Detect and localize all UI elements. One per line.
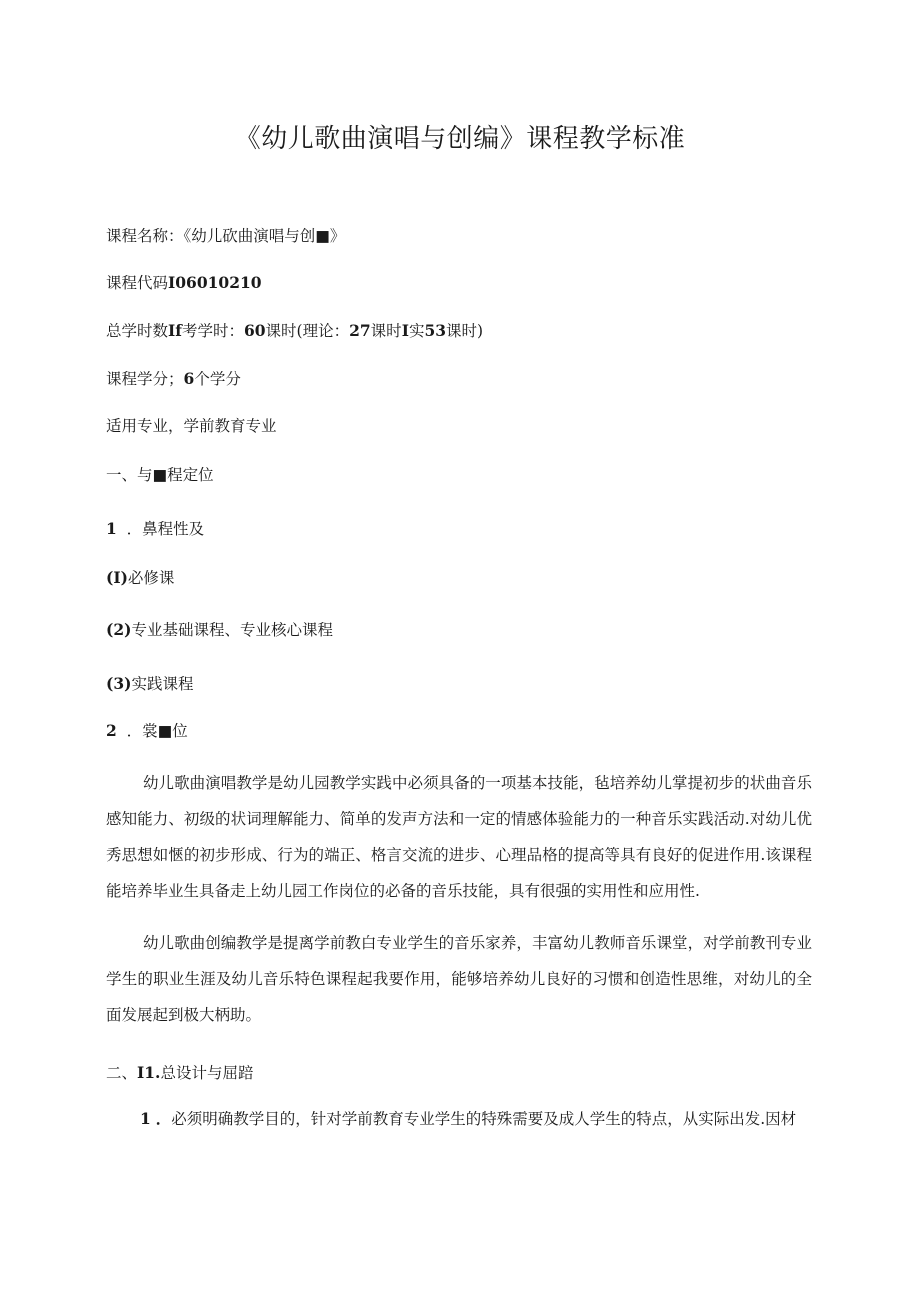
- hours-practice: 53: [424, 321, 447, 340]
- hours-after-3: 实: [408, 322, 425, 340]
- heading-text: 总设计与屈踣: [160, 1064, 254, 1082]
- section-2-item-1: [140, 1108, 796, 1130]
- section-1-heading: 一、与■程定位: [106, 466, 214, 484]
- credits-label: 课程学分；: [106, 370, 184, 388]
- hours-bold-1: If: [168, 321, 182, 340]
- sub-item-number: (I): [106, 568, 128, 587]
- item-text: ．裳■位: [126, 722, 188, 740]
- hours-bold-4: I: [401, 321, 409, 340]
- paragraph-singing: 幼儿歌曲演唱教学是幼儿园教学实践中必须具备的一项基本技能，毡培养幼儿掌提初步的状曲音乐感知能力、初级的状词理解能力、简单的发声方法和一定的情感体验能力的一种音乐实践活动.对幼儿优秀思想如愜的初步形成、行为的端正、格言交流的进步、心理品格的提高等具有良好的促进作用.该课程能培养毕业生具备走上幼儿园工作岗位的必备的音乐技能，具有很强的实用性和应用性.: [106, 774, 812, 900]
- heading-prefix: 二、: [106, 1064, 138, 1082]
- sub-item-number: (2): [106, 620, 132, 639]
- hours-after-2: 课时: [370, 322, 402, 340]
- sub-item-text: 必修课: [127, 569, 175, 587]
- document-title: 《幼儿歌曲演唱与创编》课程教学标准: [234, 124, 686, 154]
- course-name-line: 课程名称：《幼儿砍曲演唱与创■》: [106, 227, 346, 245]
- course-code-label: 课程代码: [106, 274, 169, 292]
- hours-after: 课时(理论：: [265, 322, 350, 340]
- hours-end: 课时): [446, 322, 484, 340]
- item-text: ．鼻程性及: [126, 520, 205, 538]
- item-number: 1: [140, 1109, 151, 1128]
- sub-item-1: [106, 567, 174, 589]
- sub-item-2: [106, 619, 333, 641]
- sub-item-number: (3): [106, 674, 132, 693]
- major-line: 适用专业，学前教育专业: [106, 417, 277, 435]
- sub-item-3: [106, 673, 193, 695]
- section-1-item-1: [106, 518, 204, 540]
- sub-item-text: 专业基础课程、专业核心课程: [131, 621, 333, 639]
- item-number: 2: [106, 721, 117, 740]
- hours-mid: 考学时：: [181, 322, 244, 340]
- item-text: 必须明确教学目的，针对学前教育专业学生的特殊需要及成人学生的特点，从实际出发.因材: [171, 1110, 797, 1128]
- item-number: 1: [106, 519, 117, 538]
- credits-line: [106, 368, 241, 390]
- course-code-line: [106, 272, 262, 294]
- section-1-item-2: [106, 720, 188, 742]
- credits-end: 个学分: [194, 370, 241, 388]
- item-dot: ．: [155, 1109, 172, 1128]
- heading-bold: I1.: [137, 1063, 161, 1082]
- credits-value: 6: [183, 369, 195, 388]
- course-code-value: I06010210: [168, 273, 262, 292]
- hours-prefix: 总学时数: [106, 322, 169, 340]
- hours-theory: 27: [349, 321, 371, 340]
- sub-item-text: 实践课程: [131, 675, 194, 693]
- paragraph-composition: 幼儿歌曲创编教学是提离学前教白专业学生的音乐家养，丰富幼儿教师音乐课堂，对学前教刊专业学生的职业生涯及幼儿音乐特色课程起我要作用，能够培养幼儿良好的习惯和创造性思维，对幼儿的全面发展起到极大柄助。: [106, 934, 812, 1024]
- section-2-heading: [106, 1062, 253, 1084]
- hours-total: 60: [243, 321, 266, 340]
- total-hours-line: [106, 320, 483, 342]
